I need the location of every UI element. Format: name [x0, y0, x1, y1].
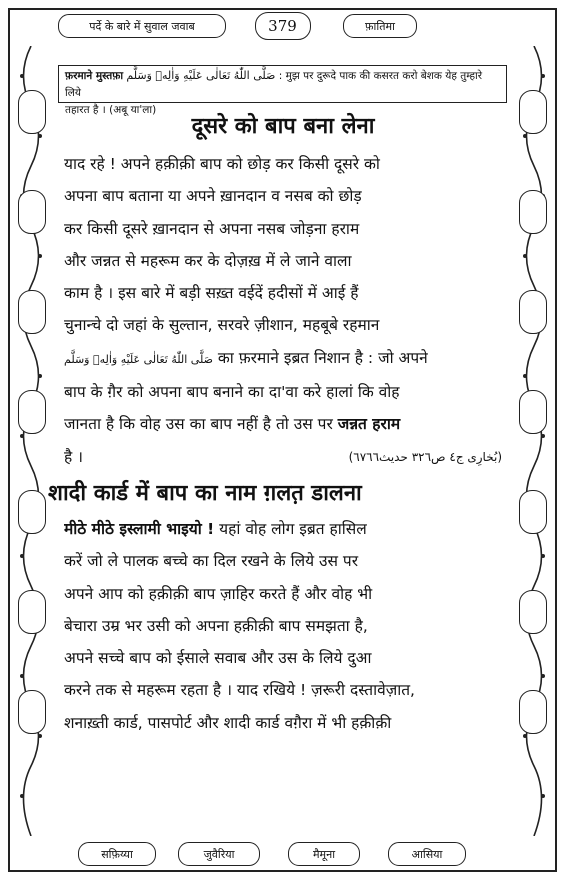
- main-content: [48, 108, 502, 739]
- bold-phrase: मीठे मीठे इस्लामी भाइयो !: [64, 519, 215, 538]
- footer-name-cartouche: जुवैरिया: [178, 842, 260, 866]
- page-number: 379: [255, 12, 311, 40]
- line-text: जानता है कि वोह उस का बाप नहीं है तो उस पर: [64, 415, 333, 434]
- side-cartouche: [519, 90, 547, 134]
- side-cartouche: [18, 490, 46, 534]
- side-cartouche: [18, 690, 46, 734]
- paragraph-line: शनाख़्ती कार्ड, पासपोर्ट और शादी कार्ड वग़ैरा में भी हक़ीक़ी: [64, 713, 392, 732]
- paragraph-line: काम है । इस बारे में बड़ी सख़्त वईदें हदीसों में आई हैं: [64, 284, 359, 303]
- section-paragraph: [64, 148, 502, 473]
- page-footer: [38, 842, 527, 868]
- paragraph-line: [64, 408, 502, 440]
- side-cartouche: [18, 90, 46, 134]
- paragraph-line: और जन्नत से महरूम कर के दोज़ख़ में ले जाने वाला: [64, 251, 352, 270]
- hadith-label: फ़रमाने मुस्तफ़ा: [65, 70, 124, 82]
- footer-name-cartouche: आसिया: [388, 842, 466, 866]
- paragraph-line: बेचारा उम्र भर उसी को अपना हक़ीक़ी बाप समझता है,: [64, 616, 368, 635]
- section-paragraph: [64, 513, 502, 739]
- hadith-reference: (بُخارِی ج٤ ص٣٢٦ حدیث٦٧٦٦): [348, 449, 502, 464]
- paragraph-line: अपने सच्चे बाप को ईसाले सवाब और उस के लिये दुआ: [64, 649, 372, 668]
- page-header: [38, 12, 527, 40]
- side-cartouche: [18, 390, 46, 434]
- running-title: पर्दे के बारे में सुवाल जवाब: [58, 14, 226, 38]
- paragraph-line: अपने आप को हक़ीक़ी बाप ज़ाहिर करते हैं और वोह भी: [64, 584, 373, 603]
- hadith-text: : मुझ पर दुरूदे पाक की कसरत करो बेशक येह तुम्हारे लिये: [65, 70, 483, 99]
- salutation-arabic: صَلَّى اللّٰهُ تَعَالٰى عَلَيْهِ وَاٰلِهٖ وَسَلَّم: [64, 352, 213, 366]
- paragraph-line: करें जो ले पालक बच्चे का दिल रखने के लिये उस पर: [64, 552, 359, 571]
- paragraph-line: [64, 342, 502, 376]
- section-heading: शादी कार्ड में बाप का नाम ग़लत़ डालना: [48, 480, 362, 506]
- paragraph-line: याद रहे ! अपने हक़ीक़ी बाप को छोड़ कर किसी दूसरे को: [64, 155, 380, 173]
- line-text: का फ़रमाने इब्रत निशान है : जो अपने: [217, 348, 428, 367]
- side-cartouche: [18, 290, 46, 334]
- side-cartouche: [18, 190, 46, 234]
- side-cartouche: [519, 190, 547, 234]
- line-text: है ।: [64, 447, 84, 466]
- paragraph-line: बाप के ग़ैर को अपना बाप बनाने का दा'वा करे हालां कि वोह: [64, 383, 400, 402]
- side-cartouche: [519, 690, 547, 734]
- line-text: यहां वोह लोग इब्रत हासिल: [219, 519, 367, 538]
- bold-phrase: जन्नत हराम: [337, 415, 401, 434]
- paragraph-line: करने तक से महरूम रहता है । याद रखिये ! ज़रूरी दस्तावेज़ात,: [64, 681, 415, 700]
- header-name-cartouche: फ़ातिमा: [343, 14, 417, 38]
- paragraph-line: [64, 441, 502, 473]
- salutation-arabic: صَلَّى اللّٰهُ تَعَالٰى عَلَيْهِ وَاٰلِهٖ وَسَلَّم: [126, 69, 276, 82]
- side-cartouche: [519, 390, 547, 434]
- paragraph-line: अपना बाप बताना या अपने ख़ानदान व नसब को छोड़: [64, 187, 362, 206]
- footer-name-cartouche: सफ़िय्या: [78, 842, 156, 866]
- section-heading: दूसरे को बाप बना लेना: [191, 114, 375, 139]
- paragraph-line: चुनान्चे दो जहां के सुल्तान, सरवरे ज़ीशान, महबूबे रहमान: [64, 316, 380, 335]
- side-cartouche: [18, 590, 46, 634]
- side-cartouche: [519, 490, 547, 534]
- paragraph-line: कर किसी दूसरे ख़ानदान से अपना नसब जोड़ना हराम: [64, 219, 360, 238]
- side-cartouche: [519, 290, 547, 334]
- hadith-box: [58, 65, 507, 116]
- footer-name-cartouche: मैमूना: [288, 842, 360, 866]
- paragraph-line: [64, 513, 502, 545]
- side-cartouche: [519, 590, 547, 634]
- hadith-text-line2: तहारत है । (अबू या'ला): [65, 104, 157, 116]
